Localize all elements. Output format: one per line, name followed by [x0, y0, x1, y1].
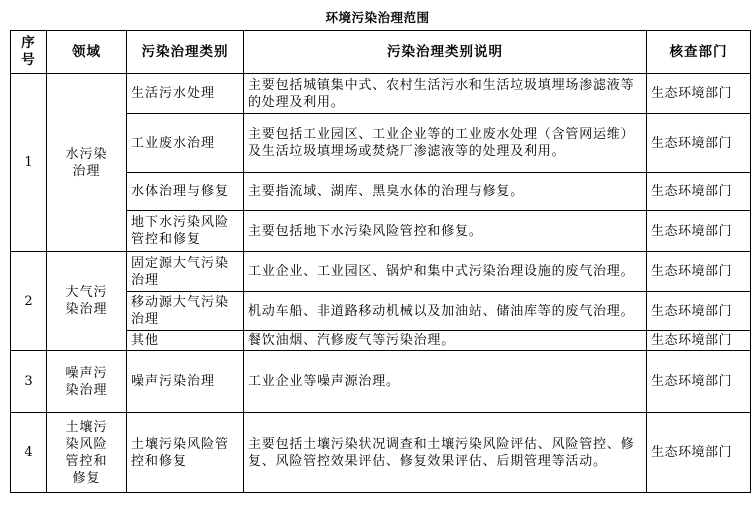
row-department: 生态环境部门	[647, 331, 751, 351]
row-field	[47, 413, 127, 493]
header-description: 污染治理类别说明	[244, 31, 647, 74]
row-department: 生态环境部门	[647, 292, 751, 331]
row-description: 机动车船、非道路移动机械以及加油站、储油库等的废气治理。	[244, 292, 647, 331]
row-category: 其他	[127, 331, 244, 351]
row-description: 工业企业、工业园区、锅炉和集中式污染治理设施的废气治理。	[244, 252, 647, 292]
row-description: 餐饮油烟、汽修废气等污染治理。	[244, 331, 647, 351]
header-category: 污染治理类别	[127, 31, 244, 74]
header-row	[11, 31, 751, 74]
table-row	[11, 252, 751, 292]
field-text: 土壤污染风险管控和修复	[65, 419, 108, 486]
row-department: 生态环境部门	[647, 252, 751, 292]
row-category: 土壤污染风险管控和修复	[127, 413, 244, 493]
row-category: 工业废水治理	[127, 114, 244, 173]
row-department: 生态环境部门	[647, 211, 751, 252]
table-row	[11, 74, 751, 114]
document-title: 环境污染治理范围	[325, 10, 430, 25]
row-seq: 4	[11, 413, 47, 493]
field-text: 大气污染治理	[65, 285, 108, 317]
row-description: 主要包括工业园区、工业企业等的工业废水处理（含管网运维）及生活垃圾填埋场或焚烧厂渗滤液等的处理及利用。	[244, 114, 647, 173]
row-department: 生态环境部门	[647, 173, 751, 211]
row-department: 生态环境部门	[647, 413, 751, 493]
table-row	[11, 413, 751, 493]
row-seq: 3	[11, 351, 47, 413]
row-seq: 2	[11, 252, 47, 351]
row-description: 主要指流域、湖库、黑臭水体的治理与修复。	[244, 173, 647, 211]
row-category: 生活污水处理	[127, 74, 244, 114]
field-text: 噪声污染治理	[65, 365, 108, 398]
header-field: 领域	[47, 31, 127, 74]
row-field	[47, 351, 127, 413]
row-description: 工业企业等噪声源治理。	[244, 351, 647, 413]
row-category: 地下水污染风险管控和修复	[127, 211, 244, 252]
row-department: 生态环境部门	[647, 351, 751, 413]
row-category: 固定源大气污染治理	[127, 252, 244, 292]
row-category: 移动源大气污染治理	[127, 292, 244, 331]
row-department: 生态环境部门	[647, 74, 751, 114]
pollution-scope-table	[10, 30, 751, 493]
row-seq: 1	[11, 74, 47, 252]
row-field	[47, 74, 127, 252]
row-field	[47, 252, 127, 351]
row-department: 生态环境部门	[647, 114, 751, 173]
row-description: 主要包括土壤污染状况调查和土壤污染风险评估、风险管控、修复、风险管控效果评估、修复效果评估、后期管理等活动。	[244, 413, 647, 493]
table-row	[11, 351, 751, 413]
row-description: 主要包括城镇集中式、农村生活污水和生活垃圾填埋场渗滤液等的处理及利用。	[244, 74, 647, 114]
row-category: 噪声污染治理	[127, 351, 244, 413]
row-category: 水体治理与修复	[127, 173, 244, 211]
field-text: 水污染治理	[65, 146, 108, 179]
header-department: 核查部门	[647, 31, 751, 74]
header-seq: 序号	[11, 31, 47, 74]
row-description: 主要包括地下水污染风险管控和修复。	[244, 211, 647, 252]
